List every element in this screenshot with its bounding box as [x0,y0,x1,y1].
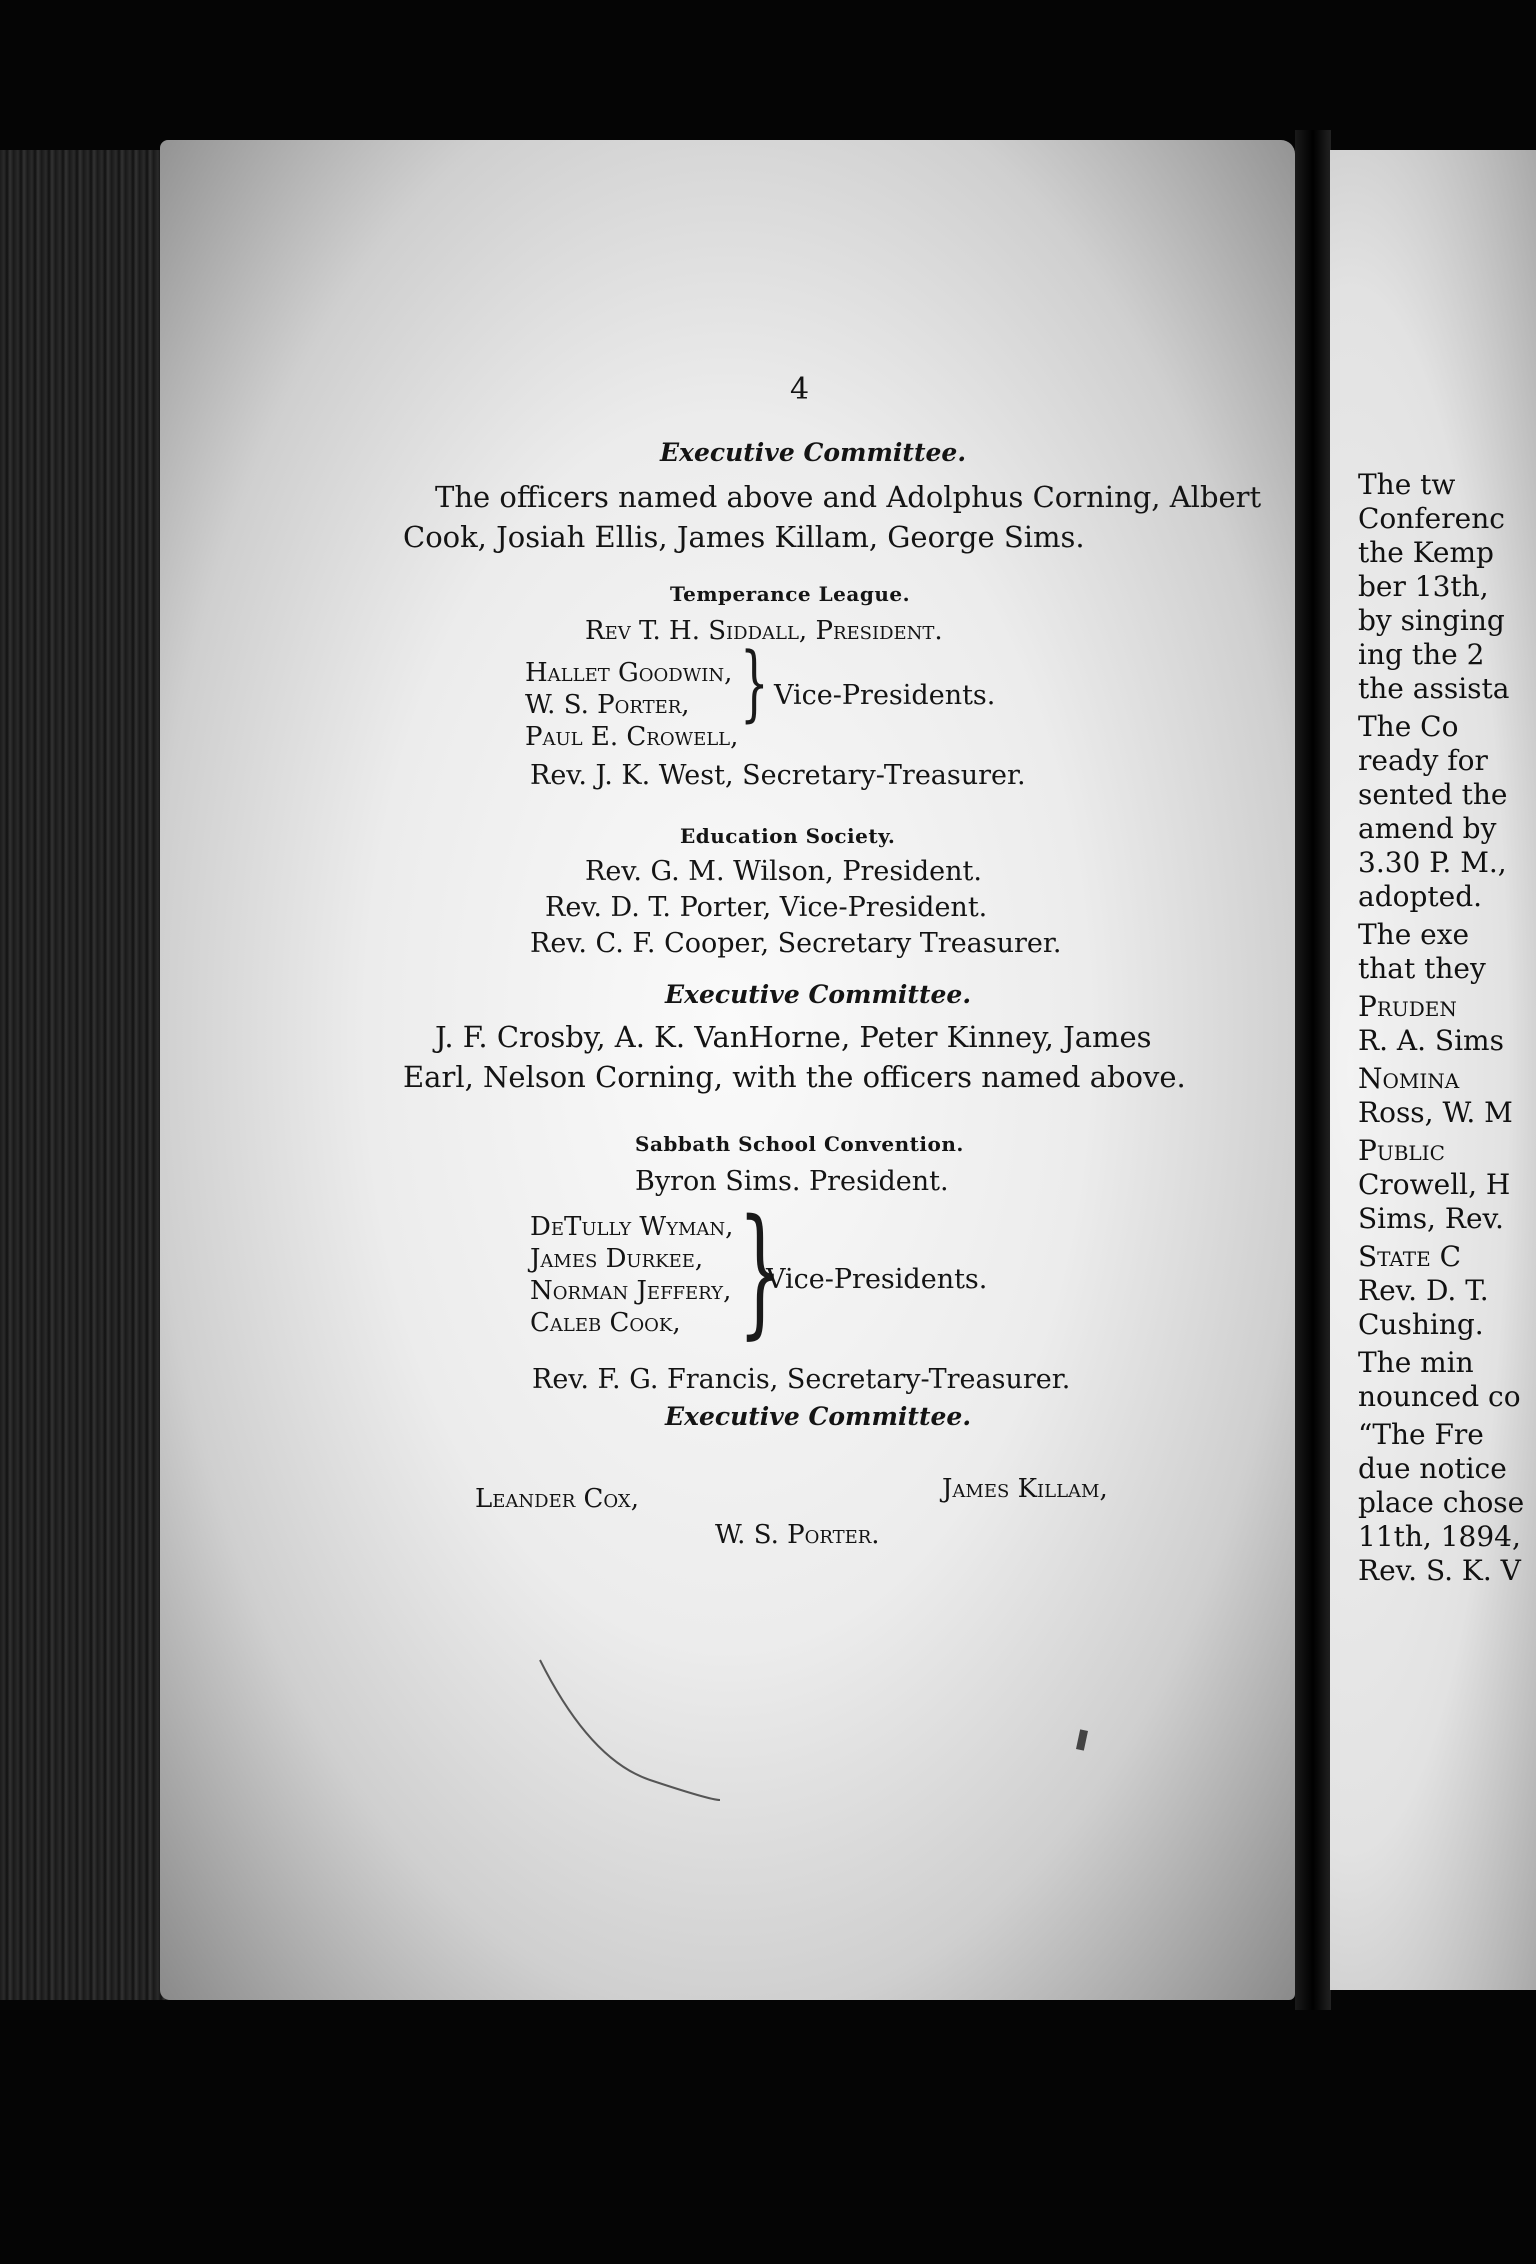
brace-symbol: } [738,1190,783,1353]
executive-committee-heading-2: Executive Committee. [665,980,972,1009]
right-page-line: ready for [1358,744,1488,777]
right-page-line: Conferenc [1358,502,1505,535]
right-page-line: 3.30 P. M., [1358,846,1507,879]
sabbath-vp-1: DeTully Wyman, [530,1212,734,1242]
temperance-vp-1: Hallet Goodwin, [525,658,733,688]
right-page-line: R. A. Sims [1358,1024,1504,1057]
education-president: Rev. G. M. Wilson, President. [585,856,982,887]
right-page-line: Sims, Rev. [1358,1202,1504,1235]
paper-scratch-mark [540,1660,720,1800]
right-page-line: Rev. S. K. V [1358,1554,1521,1587]
right-page-line: sented the [1358,778,1508,811]
right-page-line: Ross, W. M [1358,1096,1513,1129]
right-page-line: the assista [1358,672,1510,705]
temperance-vp-label: Vice-Presidents. [774,680,996,711]
sabbath-school-heading: Sabbath School Convention. [635,1132,964,1156]
executive-committee-heading-3: Executive Committee. [665,1402,972,1431]
temperance-vp-3: Paul E. Crowell, [525,722,739,752]
temperance-vp-2: W. S. Porter, [525,690,690,720]
temperance-president: Rev T. H. Siddall, President. [585,616,943,646]
right-page-line: due notice [1358,1452,1507,1485]
temperance-secretary: Rev. J. K. West, Secretary-Treasurer. [530,760,1026,791]
right-page-line: Rev. D. T. [1358,1274,1489,1307]
sabbath-secretary: Rev. F. G. Francis, Secretary-Treasurer. [532,1364,1071,1395]
right-page-line: State C [1358,1240,1462,1273]
executive-member-right: James Killam, [942,1474,1108,1504]
executive-committee-text-1: The officers named above and Adolphus Corning, Albert [435,480,1262,514]
executive-member-left: Leander Cox, [475,1484,639,1514]
right-page-line: The Co [1358,710,1459,743]
executive-committee-heading-1: Executive Committee. [660,438,967,467]
book-page-edges [0,150,180,2000]
executive-committee-text-3: J. F. Crosby, A. K. VanHorne, Peter Kinney, James [435,1020,1152,1054]
sabbath-vp-4: Caleb Cook, [530,1308,681,1338]
right-page-line: nounced co [1358,1380,1521,1413]
right-page-line: Public [1358,1134,1445,1167]
sabbath-president: Byron Sims. President. [635,1166,949,1197]
paper-blot-mark [1076,1729,1088,1750]
right-page-line: amend by [1358,812,1497,845]
right-page-line: Pruden [1358,990,1457,1023]
right-page-line: ing the 2 [1358,638,1485,671]
right-page-line: Nomina [1358,1062,1460,1095]
sabbath-vp-label: Vice-Presidents. [766,1264,988,1295]
right-page-line: place chose [1358,1486,1525,1519]
education-society-heading: Education Society. [680,824,896,848]
brace-symbol: } [740,636,769,731]
executive-committee-text-2: Cook, Josiah Ellis, James Killam, George Sims. [403,520,1085,554]
right-page-line: 11th, 1894, [1358,1520,1521,1553]
right-page-line: the Kemp [1358,536,1494,569]
temperance-league-heading: Temperance League. [670,582,911,606]
executive-committee-text-4: Earl, Nelson Corning, with the officers named above. [403,1060,1186,1094]
right-page-line: The exe [1358,918,1470,951]
book-gutter [1295,130,1331,2010]
executive-member-center: W. S. Porter. [715,1520,880,1550]
right-page [1330,150,1536,1990]
sabbath-vp-2: James Durkee, [530,1244,704,1274]
education-secretary: Rev. C. F. Cooper, Secretary Treasurer. [530,928,1062,959]
right-page-line: Crowell, H [1358,1168,1511,1201]
right-page-line: The min [1358,1346,1474,1379]
page-number: 4 [790,372,810,407]
right-page-line: that they [1358,952,1486,985]
paper-marks [160,140,1295,2000]
right-page-line: “The Fre [1358,1418,1484,1451]
right-page-line: adopted. [1358,880,1483,913]
education-vice-president: Rev. D. T. Porter, Vice-President. [545,892,988,923]
right-page-line: Cushing. [1358,1308,1484,1341]
right-page-line: The tw [1358,468,1456,501]
sabbath-vp-3: Norman Jeffery, [530,1276,732,1306]
right-page-line: by singing [1358,604,1505,637]
right-page-line: ber 13th, [1358,570,1489,603]
left-page [160,140,1295,2000]
